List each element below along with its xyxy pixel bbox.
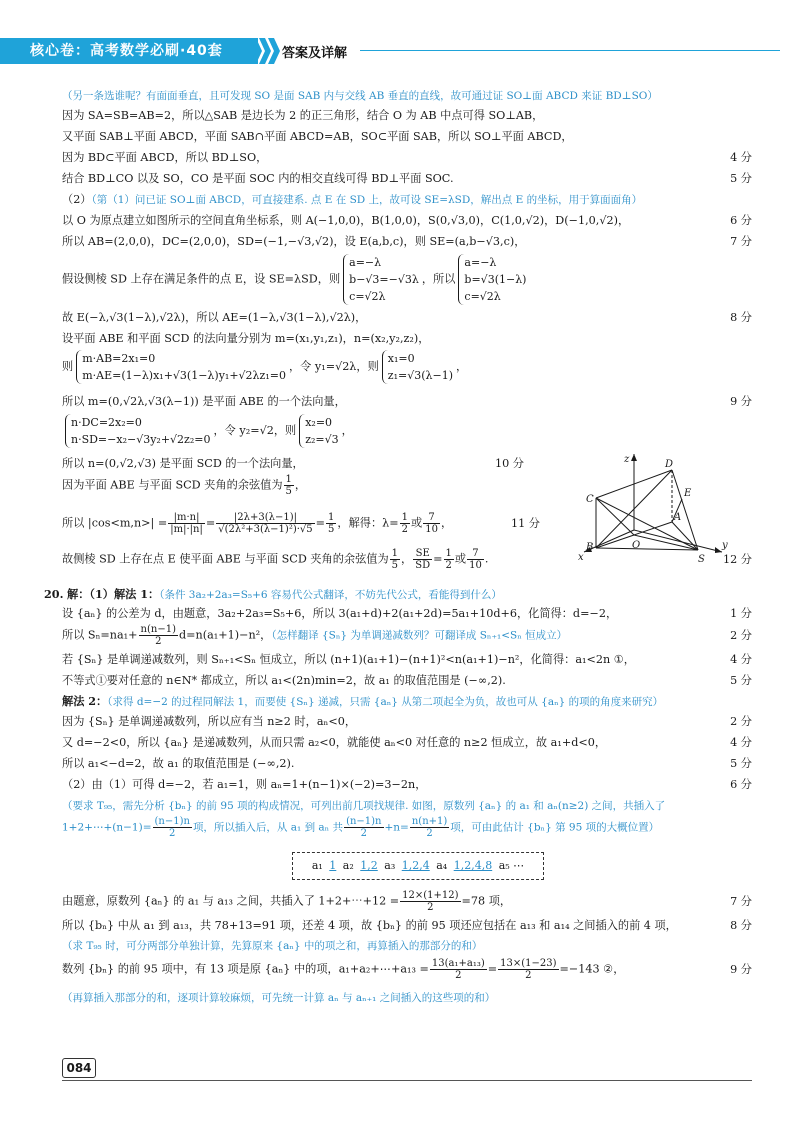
equation: n·DC=2x₂=0 [71,416,142,429]
text-span: = [487,962,498,976]
text-line: 设平面 ABE 和平面 SCD 的法向量分别为 m=(x₁,y₁,z₁)，n=(x₂,y₂,z₂)， [62,332,430,345]
sequence-term: a₁ [311,859,323,872]
text-span: 假设侧棱 SD 上存在满足条件的点 E，设 SE=λSD，则 [62,272,341,286]
text-span: = [315,516,326,530]
sequence-term: a₄ [436,859,448,872]
text-line [62,624,567,647]
text-line [62,958,624,981]
text-line [62,693,663,710]
text-span: ， [294,478,307,492]
fraction: $\frac{|m\cdot n|}{|m|\cdot|n|}$ [170,512,203,535]
sequence-diagram [292,852,544,880]
solution-label: 解：（1）解法 1： [67,587,160,601]
text-line [62,474,306,497]
page-header [0,38,800,66]
question-20-heading [44,586,502,603]
text-line: 结合 BD⊥CO 以及 SO，CO 是平面 SOC 内的相交直线可得 BD⊥平面 SOC. [62,172,454,185]
label-z: z [624,454,630,465]
header-rule [360,50,780,51]
fraction: $\frac{12\times(1+12)}{2}$ [402,890,459,913]
fraction: $\frac{SE}{SD}$ [415,548,431,571]
score-label: 5 分 [730,757,752,770]
inserted-terms: 1,2,4 [401,859,430,872]
score-label: 11 分 [511,517,540,530]
equation: a=−λ [349,256,382,269]
score-label: 10 分 [495,457,524,470]
text-span: 或 [411,516,423,530]
equation: b=√3(1−λ) [464,273,527,286]
equation: x₁=0 [387,352,415,365]
text-span: 所以 Sₙ=na₁+ [62,628,138,642]
fraction: $\frac{|2\lambda+3(\lambda-1)|}{\text{√(2λ²+3(λ−1)²)·√5}}$ [218,512,313,535]
text-span: 或 [454,552,467,566]
question-number: 20. [44,587,64,601]
score-label: 8 分 [730,311,752,324]
text-span: = [433,552,443,566]
hint-line: （要求 T₉₅，需先分析 {bₙ} 的前 95 项的构成情况，可列出前几项找规律. 如图，原数列 {aₙ} 的 a₁ 和 aₙ(n≥2) 之间，共插入了 [62,800,666,812]
text-line: 所以 m=(0,√2λ,√3(λ−1)) 是平面 ABE 的一个法向量， [62,395,346,408]
text-line: 因为 BD⊂平面 ABCD，所以 BD⊥SO， [62,151,268,164]
label-C: C [586,494,594,505]
score-label: 4 分 [730,736,752,749]
text-span: ， [455,360,468,373]
text-line: 以 O 为原点建立如图所示的空间直角坐标系，则 A(−1,0,0)，B(1,0,0)，S(0,√3,0)，C(1,0,√2)，D(−1,0,√2)， [62,214,630,227]
inserted-terms: 1,2,4,8 [453,859,493,872]
fraction: $\frac{1}{2}$ [401,512,408,535]
solution-label: 解法 2： [62,694,108,708]
equation: z₂=√3 [305,433,339,446]
label-y: y [722,540,728,551]
text-span: 故侧棱 SD 上存在点 E 使平面 ABE 与平面 SCD 夹角的余弦值为 [62,552,389,566]
sequence-term: a₃ [384,859,396,872]
text-span: 项，所以插入后，从 a₁ 到 aₙ 共 [192,821,344,834]
fraction: $\frac{n(n+1)}{2}$ [411,816,448,839]
text-span: ， [341,424,353,437]
hint-line [62,816,659,839]
sequence-term: a₂ [342,859,354,872]
equation-system [299,414,338,448]
text-span: 项，可由此估计 {bₙ} 第 95 项的大概位置） [450,821,660,834]
page-number: 084 [62,1058,96,1078]
edge-AS [672,522,698,550]
fraction: $\frac{13\times(1-23)}{2}$ [500,958,557,981]
label-B: B [586,542,594,553]
text-line: 故 E(−λ,√3(1−λ),√2λ)，所以 AE=(1−λ,√3(1−λ),√2λ)， [62,311,367,324]
fraction: $\frac{(n-1)n}{2}$ [154,816,190,839]
equation: a=−λ [464,256,497,269]
text-line: 设 {aₙ} 的公差为 d，由题意，3a₂+2a₃=S₅+6，所以 3(a₁+d)+2(a₁+2d)=5a₁+10d+6，化简得：d=−2， [62,607,618,620]
score-label: 2 分 [730,715,752,728]
score-label: 6 分 [730,214,752,227]
text-line: 所以 n=(0,√2,√3) 是平面 SCD 的一个法向量， [62,457,304,470]
score-label: 5 分 [730,172,752,185]
text-span: 1+2+⋯+(n−1)= [62,821,152,834]
hint-inline: （条件 3a₂+2a₃=S₅+6 容易代公式翻译，不妨先代公式，看能得到什么） [159,589,502,601]
z-arrow [631,454,637,461]
label-S: S [698,554,705,564]
text-line [62,192,642,208]
text-line [62,548,488,571]
edge-DS [672,470,698,550]
text-span: 所以 |cos<m,n>| = [62,516,168,530]
text-span: +n= [384,821,409,834]
text-line: （2）由（1）可得 d=−2，若 a₁=1，则 aₙ=1+(n−1)×(−2)=3−2n， [62,778,427,791]
equation-system [65,414,210,448]
equation: x₂=0 [305,416,333,429]
fraction: $\frac{n(n-1)}{2}$ [140,624,176,647]
score-label: 2 分 [730,629,752,642]
text-span: =−143 ②， [559,962,625,976]
text-line: 因为 SA=SB=AB=2，所以△SAB 是边长为 2 的正三角形，结合 O 为 AB 中点可得 SO⊥AB， [62,109,544,122]
sequence-term: a₅ ⋯ [498,859,525,872]
book-title: 核心卷：高考数学必刷·40套 [0,38,258,64]
hint-line: （求 T₉₅ 时，可分两部分单独计算，先算原来 {aₙ} 中的项之和，再算插入的那部分的和） [62,940,483,952]
section-title: 答案及详解 [282,46,348,61]
hint-inline: （怎样翻译 {Sₙ} 为单调递减数列？可翻译成 Sₙ₊₁<Sₙ 恒成立） [271,629,568,642]
hint-inline: （第（1）问已证 SO⊥面 ABCD，可直接建系. 点 E 在 SD 上，故可设 SE=λSD，解出点 E 的坐标，用于算面面角） [91,194,643,206]
seg-CO [596,498,634,535]
label-E: E [684,488,692,499]
text-span: = [205,516,216,530]
equation-system [343,254,419,305]
text-span: 则 [62,360,74,373]
text-span: ， [401,552,413,566]
text-line: 若 {Sₙ} 是单调递减数列，则 Sₙ₊₁<Sₙ 恒成立，所以 (n+1)(a₁+1)−(n+1)²<n(a₁+1)−n²，化简得：a₁<2n ①， [62,653,635,666]
score-label: 8 分 [730,919,752,932]
text-line: 所以 AB=(2,0,0)，DC=(2,0,0)，SD=(−1,−√3,√2)，设 E(a,b,c)，则 SE=(a,b−√3,c)， [62,235,526,248]
header-stripes-decoration [250,38,280,64]
score-label: 12 分 [723,553,752,566]
score-label: 9 分 [730,963,752,976]
text-span: ， [440,516,453,530]
edge-CS [596,498,698,550]
label-x: x [578,552,584,563]
fraction: $\frac{7}{10}$ [425,512,438,535]
text-span: ，令 y₁=√2λ，则 [288,360,379,373]
pyramid-coordinate-figure [522,452,732,564]
hint-line: （另一条选谁呢？有面面垂直，且可发现 SO 是面 SAB 内与交线 AB 垂直的直线，故可通过证 SO⊥面 ABCD 来证 BD⊥SO） [62,90,658,102]
hint-line: （再算插入那部分的和，逐项计算较麻烦，可先统一计算 aₙ 与 aₙ₊₁ 之间插入的这些项的和） [62,992,496,1004]
equation: z₁=√3(λ−1) [387,369,453,382]
label-O: O [632,540,641,551]
fraction: $\frac{7}{10}$ [469,548,482,571]
inserted-terms: 1,2 [360,859,378,872]
score-label: 6 分 [730,778,752,791]
equation: m·AB=2x₁=0 [82,352,156,365]
score-label: 4 分 [730,151,752,164]
fraction: $\frac{(n-1)n}{2}$ [346,816,382,839]
text-span: d=n(a₁+1)−n²， [178,628,272,642]
equation: b−√3=−√3λ [349,273,419,286]
text-span: . [484,552,489,566]
score-label: 9 分 [730,395,752,408]
fraction: $\frac{1}{5}$ [285,474,292,497]
text-line [62,254,529,305]
equation: c=√2λ [464,290,501,303]
text-span: 数列 {bₙ} 的前 95 项中，有 13 项是原 {aₙ} 中的项，a₁+a₂+⋯+a₁₃ = [62,962,429,976]
equation-system [382,350,453,384]
y-arrow [715,547,722,553]
part-label: （2） [62,193,92,206]
equation: m·AE=(1−λ)x₁+√3(1−λ)y₁+√2λz₁=0 [82,369,286,382]
fraction: $\frac{1}{5}$ [328,512,335,535]
text-span: 由题意，原数列 {aₙ} 的 a₁ 与 a₁₃ 之间，共插入了 1+2+⋯+12 = [62,894,400,908]
footer-rule [62,1080,752,1081]
score-label: 5 分 [730,674,752,687]
inserted-terms: 1 [329,859,337,872]
text-line: 又 d=−2<0，所以 {aₙ} 是递减数列，从而只需 a₂<0，就能使 aₙ<0 对任意的 n≥2 恒成立，故 a₁+d<0， [62,736,607,749]
edge-BS [596,548,698,550]
text-span: ，所以 [421,272,456,286]
score-label: 4 分 [730,653,752,666]
text-line: 所以 {bₙ} 中从 a₁ 到 a₁₃，共 78+13=91 项，还差 4 项，故 {bₙ} 的前 95 项还应包括在 a₁₃ 和 a₁₄ 之间插入的前 4 项， [62,919,677,932]
text-span: 因为平面 ABE 与平面 SCD 夹角的余弦值为 [62,478,283,492]
text-line [62,512,452,535]
fraction: $\frac{\text{13(a₁+a₁₃)}}{2}$ [431,958,485,981]
equation: n·SD=−x₂−√3y₂+√2z₂=0 [71,433,211,446]
score-label: 7 分 [730,895,752,908]
hint-inline: （求得 d=−2 的过程同解法 1，而要使 {Sₙ} 递减，只需 {aₙ} 从第二项起全为负，故也可从 {aₙ} 的项的角度来研究） [107,696,664,708]
text-line: 又平面 SAB⊥平面 ABCD，平面 SAB∩平面 ABCD=AB，SO⊂平面 SAB，所以 SO⊥平面 ABCD， [62,130,573,143]
score-label: 1 分 [730,607,752,620]
fraction: $\frac{1}{5}$ [391,548,399,571]
text-line: 因为 {Sₙ} 是单调递减数列，所以应有当 n≥2 时，aₙ<0， [62,715,357,728]
label-D: D [665,459,674,470]
text-line: 不等式①要对任意的 n∈N* 都成立，所以 a₁<(2n)min=2，故 a₁ 的取值范围是 (−∞,2). [62,674,506,687]
equation-system [458,254,526,305]
text-span: ，令 y₂=√2，则 [213,424,297,437]
text-span: ，解得：λ= [337,516,399,530]
equation-system [76,350,286,384]
equation: c=√2λ [349,290,386,303]
seg-OS [634,535,698,550]
text-span: =78 项， [461,894,512,908]
score-label: 7 分 [730,235,752,248]
text-line [62,890,511,913]
text-line [62,414,353,448]
text-line [62,350,467,384]
fraction: $\frac{1}{2}$ [445,548,452,571]
label-A: A [674,512,682,523]
text-line: 所以 a₁<−d=2，故 a₁ 的取值范围是 (−∞,2). [62,757,295,770]
